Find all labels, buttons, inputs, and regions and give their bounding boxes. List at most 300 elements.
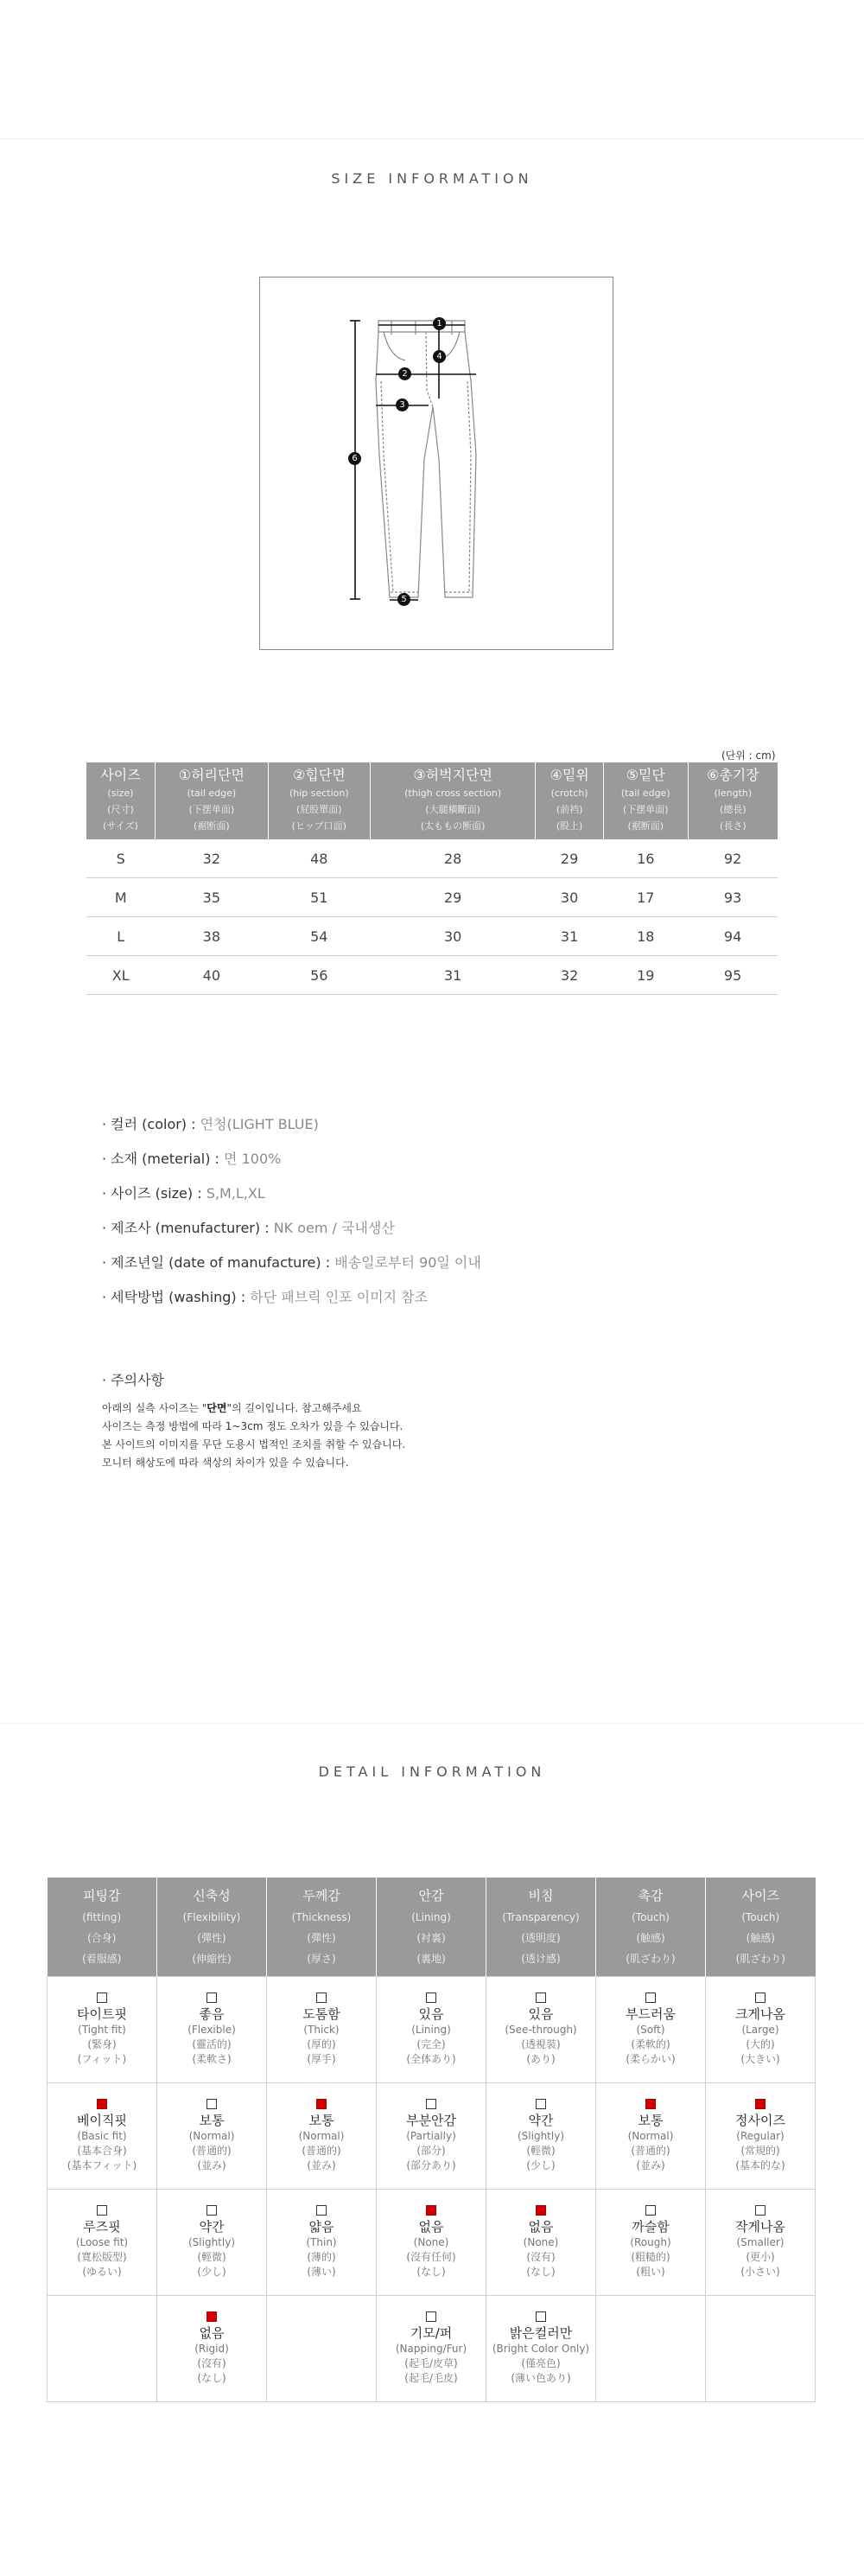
size-row	[86, 839, 778, 878]
marker-5: 5	[397, 593, 410, 606]
size-header-en: (tail edge)	[187, 787, 237, 799]
option-en: (Normal)	[627, 2130, 674, 2142]
unchecked-checkbox	[645, 1993, 656, 2003]
size-cell: 16	[603, 839, 688, 878]
option-title: 부분안감	[406, 2113, 456, 2128]
checked-checkbox	[426, 2205, 436, 2216]
detail-option	[48, 2083, 157, 2190]
option-zh: (薄的)	[307, 2251, 336, 2263]
option-en: (Smaller)	[736, 2236, 785, 2248]
detail-empty-cell	[596, 2296, 706, 2402]
size-row	[86, 878, 778, 917]
size-cell: 29	[370, 878, 536, 917]
option-ja: (並み)	[307, 2159, 336, 2171]
detail-table	[47, 1878, 816, 2402]
detail-header-title: 촉감	[638, 1888, 664, 1903]
size-cell: XL	[86, 956, 155, 995]
unchecked-checkbox	[206, 2099, 217, 2109]
size-header-1	[155, 762, 268, 839]
detail-header-ja: (着服感)	[82, 1953, 122, 1965]
checked-checkbox	[645, 2099, 656, 2109]
size-header-3	[370, 762, 536, 839]
option-title: 얇음	[308, 2219, 334, 2235]
size-row	[86, 956, 778, 995]
info-label: · 제조사 (menufacturer) :	[102, 1220, 274, 1236]
detail-header-zh: (合身)	[87, 1932, 117, 1944]
option-en: (Loose fit)	[75, 2236, 129, 2248]
detail-option	[706, 1977, 816, 2083]
size-header-ja: (裾断面)	[194, 820, 230, 832]
size-header-zh: (大腿橫斷面)	[425, 804, 480, 815]
size-header-title: 사이즈	[100, 767, 141, 783]
detail-header-title: 사이즈	[741, 1888, 779, 1903]
detail-option	[157, 2083, 267, 2190]
option-ja: (基本的な)	[735, 2159, 785, 2171]
option-zh: (更小)	[746, 2251, 775, 2263]
size-header-en: (thigh cross section)	[404, 787, 502, 799]
notice-line-1-pre: 아래의 실측 사이즈는 "	[102, 1402, 207, 1414]
unchecked-checkbox	[97, 1993, 107, 2003]
size-cell: 31	[536, 917, 603, 956]
detail-information-title: DETAIL INFORMATION	[318, 1763, 546, 1780]
detail-header-title: 안감	[418, 1888, 444, 1903]
option-title: 베이직핏	[77, 2113, 127, 2128]
option-title: 있음	[418, 2006, 444, 2022]
size-cell: S	[86, 839, 155, 878]
size-header-en: (size)	[107, 787, 134, 799]
size-table-body	[86, 839, 778, 995]
size-header-en: (hip section)	[289, 787, 349, 799]
unchecked-checkbox	[426, 2311, 436, 2322]
notice-line-1-post: "의 길이입니다. 참고해주세요	[226, 1402, 362, 1414]
detail-option	[377, 2190, 486, 2296]
detail-header-en: (Touch)	[632, 1911, 670, 1923]
option-zh: (沒有)	[197, 2357, 226, 2369]
option-ja: (基本フィット)	[67, 2159, 137, 2171]
detail-option	[706, 2083, 816, 2190]
size-header-en: (length)	[714, 787, 753, 799]
option-en: (Lining)	[411, 2024, 451, 2036]
detail-header-zh: (触感)	[746, 1932, 775, 1944]
marker-3: 3	[396, 399, 409, 411]
size-cell: 94	[688, 917, 778, 956]
option-en: (Basic fit)	[77, 2130, 127, 2142]
size-header-zh: (總長)	[720, 804, 746, 815]
detail-header-title: 신축성	[193, 1888, 231, 1903]
option-title: 도톰함	[302, 2006, 340, 2022]
size-header-ja: (サイズ)	[103, 820, 138, 832]
detail-option	[157, 2190, 267, 2296]
detail-option	[377, 2083, 486, 2190]
option-title: 루즈핏	[83, 2219, 121, 2235]
size-cell: 95	[688, 956, 778, 995]
detail-header-title: 비침	[528, 1888, 554, 1903]
detail-header-ja: (肌ざわり)	[735, 1953, 785, 1965]
checked-checkbox	[206, 2311, 217, 2322]
option-title: 보통	[199, 2113, 225, 2128]
option-ja: (粗い)	[636, 2266, 665, 2278]
info-value: 배송일로부터 90일 이내	[334, 1254, 481, 1271]
option-zh: (普通的)	[302, 2145, 341, 2157]
notice-title: · 주의사항	[102, 1372, 164, 1388]
size-header-5	[603, 762, 688, 839]
option-en: (Normal)	[298, 2130, 345, 2142]
detail-header-title: 두께감	[302, 1888, 340, 1903]
info-label: · 세탁방법 (washing) :	[102, 1289, 251, 1305]
detail-table-header	[48, 1878, 816, 1977]
option-zh: (普通的)	[192, 2145, 232, 2157]
size-header-ja: (裾断面)	[627, 820, 664, 832]
option-title: 보통	[638, 2113, 664, 2128]
option-ja: (全体あり)	[406, 2053, 456, 2065]
size-cell: 35	[155, 878, 268, 917]
detail-header-ja: (肌ざわり)	[626, 1953, 676, 1965]
size-header-ja: (股上)	[556, 820, 583, 832]
size-cell: 54	[268, 917, 370, 956]
size-cell: 40	[155, 956, 268, 995]
option-title: 부드러움	[626, 2006, 676, 2022]
size-row	[86, 917, 778, 956]
detail-option	[486, 2190, 596, 2296]
unit-label: (단위 : cm)	[721, 749, 776, 762]
info-row	[102, 1252, 481, 1286]
info-row	[102, 1286, 481, 1321]
detail-header-en: (Lining)	[411, 1911, 451, 1923]
option-title: 약간	[528, 2113, 554, 2128]
option-ja: (フィット)	[77, 2053, 127, 2065]
unchecked-checkbox	[536, 1993, 546, 2003]
detail-option	[486, 1977, 596, 2083]
size-header-title: ⑤밑단	[626, 767, 665, 783]
size-cell: 17	[603, 878, 688, 917]
option-ja: (並み)	[636, 2159, 665, 2171]
option-zh: (輕微)	[197, 2251, 226, 2263]
option-zh: (普通的)	[631, 2145, 670, 2157]
size-information-title: SIZE INFORMATION	[331, 170, 533, 187]
detail-header-title: 피팅감	[83, 1888, 121, 1903]
option-zh: (厚的)	[307, 2038, 336, 2050]
unchecked-checkbox	[206, 2205, 217, 2216]
size-header-ja: (長さ)	[720, 820, 746, 832]
size-header-2	[268, 762, 370, 839]
size-header-6	[688, 762, 778, 839]
size-header-title: ③허벅지단면	[413, 767, 492, 783]
detail-option	[377, 1977, 486, 2083]
unchecked-checkbox	[316, 1993, 327, 2003]
option-title: 없음	[199, 2325, 225, 2341]
option-zh: (透視裝)	[521, 2038, 561, 2050]
detail-header-ja: (裏地)	[416, 1953, 446, 1965]
notice-line-1	[102, 1400, 405, 1418]
option-zh: (沒有)	[526, 2251, 556, 2263]
detail-option	[157, 2296, 267, 2402]
detail-option	[48, 1977, 157, 2083]
option-ja: (柔らかい)	[626, 2053, 676, 2065]
option-title: 없음	[418, 2219, 444, 2235]
detail-header-zh: (衬裏)	[416, 1932, 446, 1944]
detail-option	[267, 2190, 377, 2296]
option-title: 있음	[528, 2006, 554, 2022]
option-ja: (大きい)	[740, 2053, 780, 2065]
size-cell: 29	[536, 839, 603, 878]
size-cell: 30	[370, 917, 536, 956]
info-row	[102, 1183, 481, 1217]
detail-row	[48, 1977, 816, 2083]
detail-header-zh: (彈性)	[307, 1932, 336, 1944]
option-title: 기모/퍼	[410, 2325, 453, 2341]
detail-empty-cell	[267, 2296, 377, 2402]
detail-row	[48, 2083, 816, 2190]
unchecked-checkbox	[755, 2205, 766, 2216]
marker-1: 1	[433, 317, 446, 330]
detail-header-ja: (伸縮性)	[192, 1953, 232, 1965]
unchecked-checkbox	[426, 2099, 436, 2109]
option-zh: (輕微)	[526, 2145, 556, 2157]
info-row	[102, 1113, 481, 1148]
option-en: (Napping/Fur)	[395, 2343, 467, 2355]
size-table-header	[86, 762, 778, 839]
size-cell: 92	[688, 839, 778, 878]
option-title: 약간	[199, 2219, 225, 2235]
option-zh: (完全)	[416, 2038, 446, 2050]
size-cell: 31	[370, 956, 536, 995]
detail-header-2	[267, 1878, 377, 1977]
detail-row	[48, 2190, 816, 2296]
option-en: (Tight fit)	[78, 2024, 126, 2036]
option-ja: (部分あり)	[406, 2159, 456, 2171]
notice-line-3: 본 사이트의 이미지를 무단 도용시 법적인 조치를 취할 수 있습니다.	[102, 1438, 406, 1451]
option-title: 밝은컬러만	[509, 2325, 573, 2341]
middle-divider	[0, 1723, 864, 1724]
option-title: 까슬함	[632, 2219, 670, 2235]
option-ja: (ゆるい)	[82, 2266, 122, 2278]
option-ja: (少し)	[197, 2266, 226, 2278]
option-zh: (大的)	[746, 2038, 775, 2050]
detail-empty-cell	[706, 2296, 816, 2402]
checked-checkbox	[536, 2205, 546, 2216]
unchecked-checkbox	[536, 2099, 546, 2109]
size-header-en: (tail edge)	[620, 787, 670, 799]
detail-header-1	[157, 1878, 267, 1977]
size-cell: 56	[268, 956, 370, 995]
option-title: 보통	[308, 2113, 334, 2128]
option-ja: (なし)	[526, 2266, 556, 2278]
size-table	[86, 762, 778, 995]
product-info-list	[102, 1113, 481, 1321]
detail-header-en: (fitting)	[82, 1911, 122, 1923]
option-ja: (なし)	[197, 2372, 226, 2384]
size-header-zh: (屁股單面)	[296, 804, 342, 815]
detail-header-en: (Touch)	[741, 1911, 780, 1923]
unchecked-checkbox	[206, 1993, 217, 2003]
size-cell: L	[86, 917, 155, 956]
option-ja: (薄い色あり)	[511, 2372, 571, 2384]
detail-option	[706, 2190, 816, 2296]
option-ja: (小さい)	[740, 2266, 780, 2278]
option-ja: (なし)	[416, 2266, 446, 2278]
option-en: (Thick)	[303, 2024, 340, 2036]
option-title: 좋음	[199, 2006, 225, 2022]
checked-checkbox	[755, 2099, 766, 2109]
option-ja: (厚手)	[307, 2053, 336, 2065]
option-zh: (部分)	[416, 2145, 446, 2157]
size-header-title: ②힙단면	[292, 767, 346, 783]
detail-option	[596, 2190, 706, 2296]
detail-option	[48, 2190, 157, 2296]
size-cell: 18	[603, 917, 688, 956]
option-zh: (基本合身)	[77, 2145, 127, 2157]
detail-header-6	[706, 1878, 816, 1977]
detail-header-en: (Thickness)	[291, 1911, 352, 1923]
checked-checkbox	[316, 2099, 327, 2109]
size-cell: 93	[688, 878, 778, 917]
option-zh: (柔軟的)	[631, 2038, 670, 2050]
detail-header-en: (Flexibility)	[182, 1911, 241, 1923]
marker-4: 4	[433, 350, 446, 363]
option-zh: (起毛/皮草)	[404, 2357, 458, 2369]
option-en: (Slightly)	[517, 2130, 564, 2142]
option-en: (Slightly)	[187, 2236, 235, 2248]
option-en: (See-through)	[505, 2024, 577, 2036]
option-en: (Normal)	[188, 2130, 235, 2142]
pants-sketch	[260, 277, 613, 649]
marker-2: 2	[398, 367, 411, 380]
detail-header-zh: (彈性)	[197, 1932, 226, 1944]
option-zh: (沒有任何)	[406, 2251, 456, 2263]
detail-empty-cell	[48, 2296, 157, 2402]
detail-header-zh: (透明度)	[521, 1932, 561, 1944]
notice-emphasis: 단면	[206, 1402, 227, 1414]
info-value: 연청(LIGHT BLUE)	[200, 1116, 319, 1132]
detail-option	[267, 1977, 377, 2083]
option-zh: (僅亮色)	[521, 2357, 561, 2369]
unchecked-checkbox	[426, 1993, 436, 2003]
option-title: 타이트핏	[77, 2006, 127, 2022]
option-title: 작게나옴	[735, 2219, 785, 2235]
info-value: 하단 패브릭 인포 이미지 참조	[250, 1289, 429, 1305]
option-title: 정사이즈	[735, 2113, 785, 2128]
option-title: 없음	[528, 2219, 554, 2235]
detail-option	[157, 1977, 267, 2083]
info-label: · 사이즈 (size) :	[102, 1185, 206, 1202]
notice-line-2: 사이즈는 측정 방법에 따라 1~3cm 정도 오차가 있을 수 있습니다.	[102, 1420, 403, 1432]
size-cell: 32	[155, 839, 268, 878]
unchecked-checkbox	[645, 2205, 656, 2216]
option-zh: (寬松版型)	[77, 2251, 127, 2263]
detail-option	[486, 2296, 596, 2402]
size-header-title: ⑥총기장	[706, 767, 759, 783]
option-ja: (薄い)	[307, 2266, 336, 2278]
detail-header-en: (Transparency)	[502, 1911, 580, 1923]
option-en: (Regular)	[736, 2130, 785, 2142]
detail-option	[486, 2083, 596, 2190]
option-en: (None)	[413, 2236, 449, 2248]
size-header-ja: (ヒップ口面)	[291, 820, 346, 832]
option-ja: (少し)	[526, 2159, 556, 2171]
notice-block	[102, 1369, 405, 1472]
size-header-title: ④밑위	[550, 767, 589, 783]
info-value: 면 100%	[224, 1151, 282, 1167]
unchecked-checkbox	[755, 1993, 766, 2003]
size-cell: 28	[370, 839, 536, 878]
unchecked-checkbox	[316, 2205, 327, 2216]
size-header-zh: (前裆)	[556, 804, 583, 815]
info-label: · 제조년일 (date of manufacture) :	[102, 1254, 335, 1271]
detail-header-ja: (透け感)	[521, 1953, 561, 1965]
size-header-zh: (下摆单面)	[188, 804, 235, 815]
option-en: (Thin)	[306, 2236, 337, 2248]
info-row	[102, 1148, 481, 1183]
option-ja: (柔軟さ)	[192, 2053, 232, 2065]
option-ja: (並み)	[197, 2159, 226, 2171]
option-en: (Partially)	[406, 2130, 456, 2142]
checked-checkbox	[97, 2099, 107, 2109]
option-zh: (粗糙的)	[631, 2251, 670, 2263]
info-row	[102, 1217, 481, 1252]
detail-option	[596, 1977, 706, 2083]
detail-option	[267, 2083, 377, 2190]
option-zh: (常規的)	[740, 2145, 780, 2157]
option-en: (None)	[523, 2236, 559, 2248]
size-header-0	[86, 762, 155, 839]
size-header-zh: (尺寸)	[107, 804, 134, 815]
detail-header-3	[377, 1878, 486, 1977]
info-value: NK oem / 국내생산	[273, 1220, 395, 1236]
detail-header-zh: (触感)	[636, 1932, 665, 1944]
size-header-zh: (下摆单面)	[622, 804, 669, 815]
size-cell: M	[86, 878, 155, 917]
size-cell: 38	[155, 917, 268, 956]
size-header-en: (crotch)	[550, 787, 588, 799]
marker-6: 6	[348, 452, 361, 465]
option-zh: (緊身)	[87, 2038, 117, 2050]
size-cell: 48	[268, 839, 370, 878]
detail-option	[377, 2296, 486, 2402]
size-header-ja: (太ももの断面)	[420, 820, 486, 832]
detail-header-ja: (厚さ)	[307, 1953, 336, 1965]
info-label: · 소재 (meterial) :	[102, 1151, 225, 1167]
pants-measurement-diagram	[259, 277, 613, 650]
info-label: · 컬러 (color) :	[102, 1116, 200, 1132]
detail-header-5	[596, 1878, 706, 1977]
unchecked-checkbox	[97, 2205, 107, 2216]
size-cell: 51	[268, 878, 370, 917]
detail-header-0	[48, 1878, 157, 1977]
size-header-4	[536, 762, 603, 839]
info-value: S,M,L,XL	[206, 1185, 265, 1202]
detail-table-body	[48, 1977, 816, 2402]
option-title: 크게나옴	[735, 2006, 785, 2022]
option-en: (Rough)	[630, 2236, 671, 2248]
top-divider	[0, 138, 864, 139]
detail-row	[48, 2296, 816, 2402]
option-en: (Rigid)	[194, 2343, 229, 2355]
size-cell: 32	[536, 956, 603, 995]
detail-header-4	[486, 1878, 596, 1977]
notice-line-4: 모니터 해상도에 따라 색상의 차이가 있을 수 있습니다.	[102, 1457, 349, 1469]
option-en: (Large)	[741, 2024, 779, 2036]
option-en: (Soft)	[636, 2024, 665, 2036]
option-en: (Bright Color Only)	[492, 2343, 590, 2355]
unchecked-checkbox	[536, 2311, 546, 2322]
detail-option	[596, 2083, 706, 2190]
option-ja: (起毛/毛皮)	[404, 2372, 458, 2384]
option-zh: (靈活的)	[192, 2038, 232, 2050]
option-ja: (あり)	[526, 2053, 556, 2065]
option-en: (Flexible)	[187, 2024, 236, 2036]
size-header-title: ①허리단면	[178, 767, 245, 783]
size-cell: 30	[536, 878, 603, 917]
